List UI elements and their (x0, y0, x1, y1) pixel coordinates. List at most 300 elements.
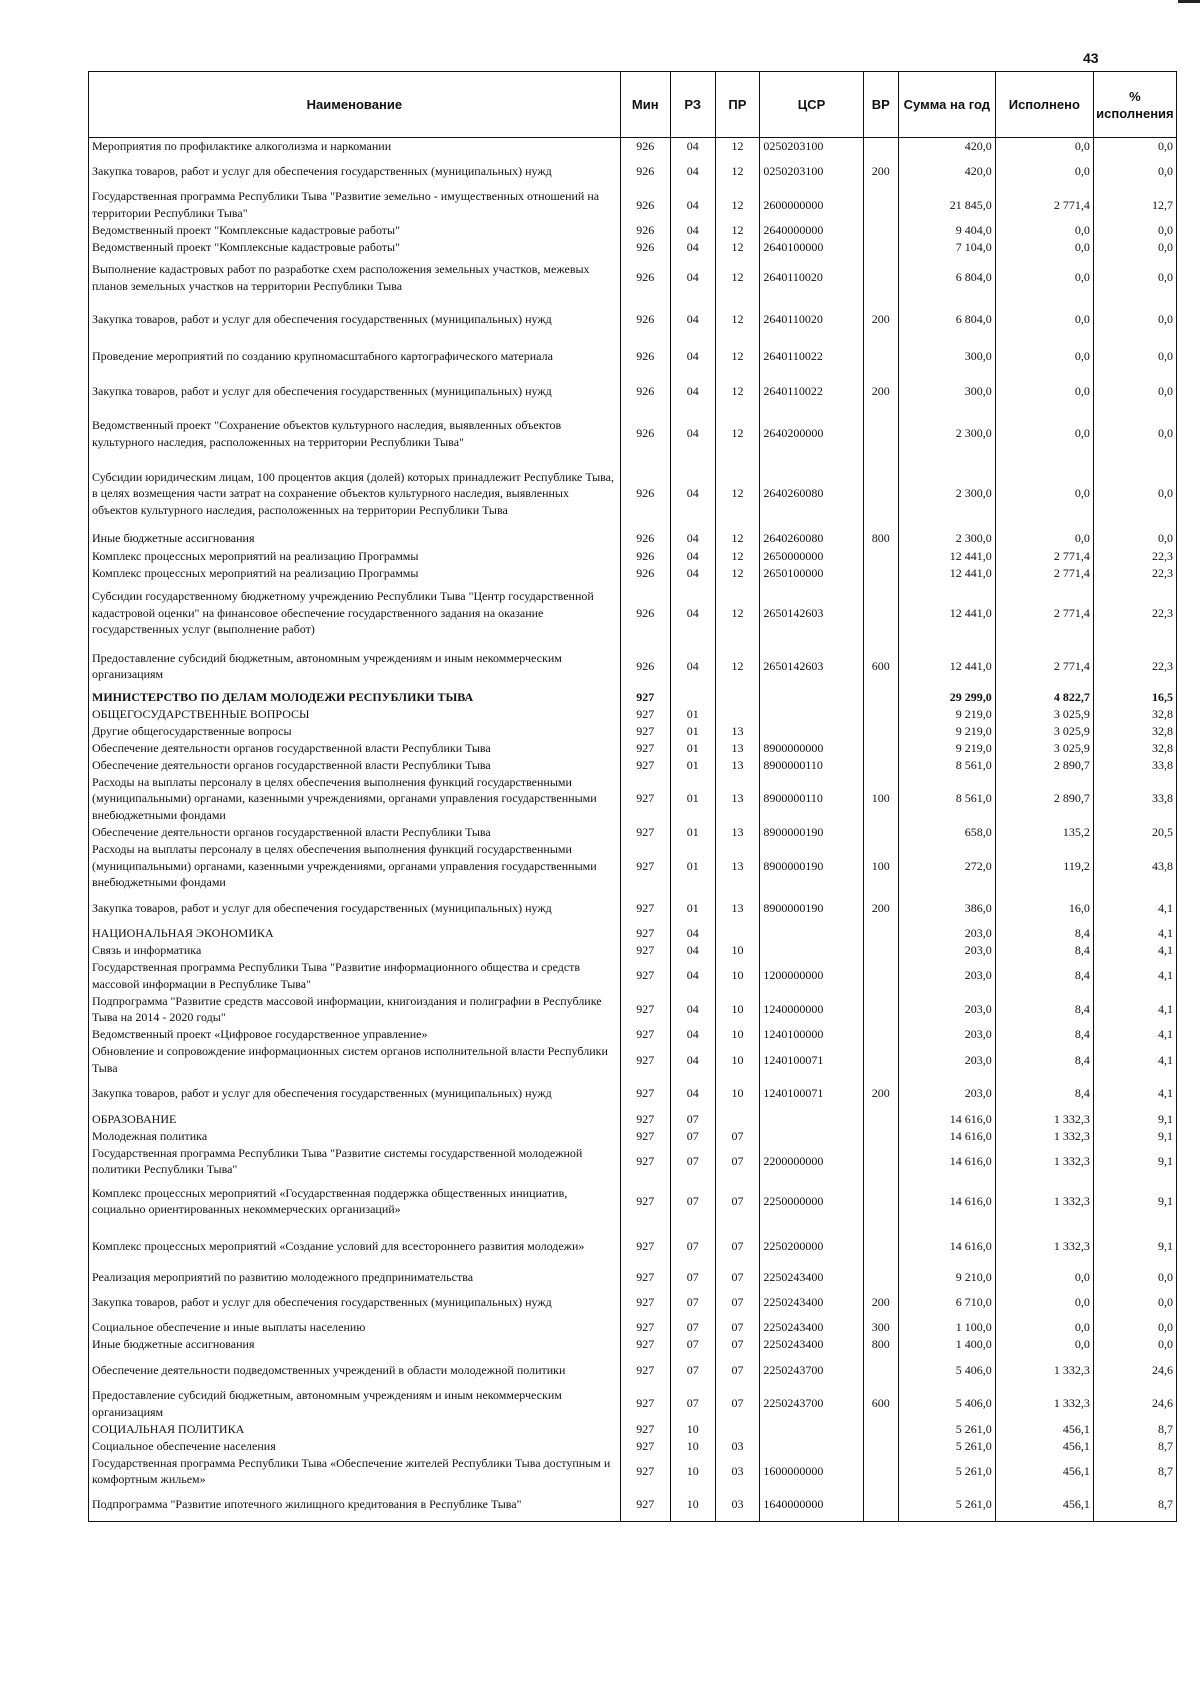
cell-min: 927 (620, 1387, 670, 1421)
cell-min: 927 (620, 891, 670, 925)
cell-vr (863, 1353, 898, 1387)
cell-rz: 04 (670, 959, 715, 993)
cell-rz: 04 (670, 138, 715, 155)
cell-executed: 8,4 (995, 1043, 1093, 1077)
cell-csr: 0250203100 (760, 155, 863, 189)
cell-executed: 0,0 (995, 1285, 1093, 1319)
table-row (89, 722, 1177, 739)
cell-sum: 12 441,0 (898, 645, 995, 689)
cell-csr: 8900000190 (760, 841, 863, 891)
cell-min: 926 (620, 155, 670, 189)
cell-rz: 07 (670, 1319, 715, 1336)
cell-pr: 13 (715, 739, 760, 756)
cell-sum: 5 261,0 (898, 1437, 995, 1454)
cell-sum: 8 561,0 (898, 774, 995, 824)
cell-vr (863, 925, 898, 942)
cell-percent: 4,1 (1093, 1043, 1176, 1077)
table-row (89, 705, 1177, 722)
cell-sum: 9 219,0 (898, 705, 995, 722)
cell-executed: 3 025,9 (995, 705, 1093, 722)
cell-name: Мероприятия по профилактике алкоголизма и наркомании (89, 138, 621, 155)
cell-min: 927 (620, 959, 670, 993)
cell-min: 927 (620, 992, 670, 1026)
cell-percent: 0,0 (1093, 1319, 1176, 1336)
cell-vr: 300 (863, 1319, 898, 1336)
cell-csr: 2600000000 (760, 188, 863, 222)
cell-name: Обеспечение деятельности органов государственной власти Республики Тыва (89, 824, 621, 841)
cell-executed: 0,0 (995, 1268, 1093, 1285)
cell-min: 927 (620, 1077, 670, 1111)
cell-min: 927 (620, 1110, 670, 1127)
cell-name: ОБРАЗОВАНИЕ (89, 1110, 621, 1127)
cell-name: Ведомственный проект "Комплексные кадастровые работы" (89, 239, 621, 256)
cell-csr (760, 925, 863, 942)
cell-sum: 7 104,0 (898, 239, 995, 256)
cell-csr: 1240100000 (760, 1026, 863, 1043)
table-row (89, 739, 1177, 756)
cell-executed: 0,0 (995, 410, 1093, 457)
cell-executed: 2 890,7 (995, 757, 1093, 774)
cell-csr: 8900000190 (760, 824, 863, 841)
cell-csr (760, 722, 863, 739)
cell-executed: 0,0 (995, 457, 1093, 530)
cell-sum: 5 261,0 (898, 1420, 995, 1437)
cell-csr: 0250203100 (760, 138, 863, 155)
cell-min: 927 (620, 1026, 670, 1043)
cell-sum: 1 100,0 (898, 1319, 995, 1336)
cell-executed: 0,0 (995, 222, 1093, 239)
table-row (89, 1319, 1177, 1336)
cell-pr: 07 (715, 1336, 760, 1353)
cell-rz: 10 (670, 1488, 715, 1522)
cell-name: Закупка товаров, работ и услуг для обеспечения государственных (муниципальных) нужд (89, 1077, 621, 1111)
header-name: Наименование (89, 72, 621, 138)
cell-sum: 9 219,0 (898, 722, 995, 739)
cell-vr (863, 959, 898, 993)
cell-pr: 12 (715, 547, 760, 564)
cell-vr: 600 (863, 1387, 898, 1421)
cell-vr: 200 (863, 891, 898, 925)
cell-sum: 6 804,0 (898, 299, 995, 339)
cell-rz: 07 (670, 1268, 715, 1285)
cell-csr: 2650000000 (760, 547, 863, 564)
cell-pr (715, 1110, 760, 1127)
cell-pr: 07 (715, 1353, 760, 1387)
cell-sum: 9 210,0 (898, 1268, 995, 1285)
cell-pr: 13 (715, 841, 760, 891)
cell-csr: 2640200000 (760, 410, 863, 457)
cell-vr: 800 (863, 530, 898, 547)
cell-min: 926 (620, 564, 670, 581)
cell-executed: 0,0 (995, 530, 1093, 547)
cell-sum: 1 400,0 (898, 1336, 995, 1353)
cell-name: Государственная программа Республики Тыва "Развитие системы государственной молодежной политики Республики Тыва" (89, 1144, 621, 1178)
cell-min: 927 (620, 1127, 670, 1144)
cell-pr: 10 (715, 992, 760, 1026)
cell-rz: 04 (670, 1043, 715, 1077)
cell-executed: 2 771,4 (995, 581, 1093, 644)
table-row (89, 457, 1177, 530)
cell-vr (863, 222, 898, 239)
cell-name: Комплекс процессных мероприятий на реализацию Программы (89, 547, 621, 564)
header-pr: ПР (715, 72, 760, 138)
header-executed: Исполнено (995, 72, 1093, 138)
cell-rz: 01 (670, 841, 715, 891)
cell-csr: 2250243700 (760, 1353, 863, 1387)
cell-percent: 0,0 (1093, 340, 1176, 374)
cell-rz: 04 (670, 410, 715, 457)
cell-name: Ведомственный проект «Цифровое государственное управление» (89, 1026, 621, 1043)
cell-rz: 04 (670, 1077, 715, 1111)
cell-min: 927 (620, 722, 670, 739)
cell-percent: 4,1 (1093, 1077, 1176, 1111)
cell-sum: 300,0 (898, 373, 995, 410)
cell-pr: 07 (715, 1285, 760, 1319)
cell-name: Предоставление субсидий бюджетным, автономным учреждениям и иным некоммерческим организациям (89, 645, 621, 689)
cell-name: Молодежная политика (89, 1127, 621, 1144)
cell-pr: 12 (715, 530, 760, 547)
cell-pr: 07 (715, 1319, 760, 1336)
cell-name: Социальное обеспечение населения (89, 1437, 621, 1454)
header-sum: Сумма на год (898, 72, 995, 138)
cell-executed: 0,0 (995, 1319, 1093, 1336)
table-row (89, 1437, 1177, 1454)
cell-rz: 04 (670, 299, 715, 339)
cell-csr: 2640260080 (760, 530, 863, 547)
cell-name: Связь и информатика (89, 942, 621, 959)
cell-percent: 24,6 (1093, 1387, 1176, 1421)
cell-rz: 01 (670, 824, 715, 841)
cell-min: 927 (620, 688, 670, 705)
cell-sum: 8 561,0 (898, 757, 995, 774)
cell-rz: 04 (670, 581, 715, 644)
cell-pr (715, 688, 760, 705)
cell-csr: 1240100071 (760, 1043, 863, 1077)
cell-vr (863, 1127, 898, 1144)
table-row (89, 1285, 1177, 1319)
cell-sum: 14 616,0 (898, 1225, 995, 1269)
cell-vr: 100 (863, 774, 898, 824)
cell-pr: 12 (715, 155, 760, 189)
table-row (89, 155, 1177, 189)
cell-name: Обновление и сопровождение информационных систем органов исполнительной власти Республики Тыва (89, 1043, 621, 1077)
cell-min: 927 (620, 1420, 670, 1437)
cell-name: Иные бюджетные ассигнования (89, 530, 621, 547)
cell-vr (863, 1268, 898, 1285)
cell-min: 927 (620, 1225, 670, 1269)
cell-percent: 8,7 (1093, 1437, 1176, 1454)
cell-rz: 04 (670, 1026, 715, 1043)
cell-min: 926 (620, 530, 670, 547)
cell-csr: 2250243700 (760, 1387, 863, 1421)
cell-csr: 2200000000 (760, 1144, 863, 1178)
cell-name: Закупка товаров, работ и услуг для обеспечения государственных (муниципальных) нужд (89, 155, 621, 189)
table-row (89, 1225, 1177, 1269)
cell-executed: 3 025,9 (995, 739, 1093, 756)
cell-executed: 0,0 (995, 373, 1093, 410)
cell-vr (863, 1026, 898, 1043)
cell-sum: 9 219,0 (898, 739, 995, 756)
cell-vr (863, 564, 898, 581)
cell-min: 927 (620, 1437, 670, 1454)
cell-csr: 2250000000 (760, 1178, 863, 1225)
cell-sum: 203,0 (898, 959, 995, 993)
cell-percent: 32,8 (1093, 722, 1176, 739)
cell-name: Закупка товаров, работ и услуг для обеспечения государственных (муниципальных) нужд (89, 1285, 621, 1319)
cell-min: 926 (620, 457, 670, 530)
table-row (89, 1178, 1177, 1225)
cell-sum: 5 261,0 (898, 1488, 995, 1522)
cell-csr: 8900000110 (760, 757, 863, 774)
cell-percent: 0,0 (1093, 373, 1176, 410)
cell-executed: 456,1 (995, 1488, 1093, 1522)
cell-vr (863, 1455, 898, 1489)
cell-percent: 0,0 (1093, 1336, 1176, 1353)
header-csr: ЦСР (760, 72, 863, 138)
cell-sum: 420,0 (898, 155, 995, 189)
cell-pr: 10 (715, 942, 760, 959)
cell-percent: 4,1 (1093, 992, 1176, 1026)
cell-sum: 6 804,0 (898, 256, 995, 300)
header-rz: РЗ (670, 72, 715, 138)
cell-percent: 22,3 (1093, 581, 1176, 644)
table-row (89, 688, 1177, 705)
cell-executed: 1 332,3 (995, 1387, 1093, 1421)
cell-executed: 0,0 (995, 256, 1093, 300)
cell-rz: 01 (670, 739, 715, 756)
cell-percent: 8,7 (1093, 1420, 1176, 1437)
cell-pr: 10 (715, 959, 760, 993)
cell-vr: 200 (863, 1077, 898, 1111)
cell-percent: 22,3 (1093, 645, 1176, 689)
cell-executed: 135,2 (995, 824, 1093, 841)
cell-rz: 04 (670, 547, 715, 564)
cell-sum: 12 441,0 (898, 564, 995, 581)
cell-executed: 4 822,7 (995, 688, 1093, 705)
table-row (89, 1043, 1177, 1077)
cell-executed: 1 332,3 (995, 1127, 1093, 1144)
cell-percent: 12,7 (1093, 188, 1176, 222)
cell-rz: 07 (670, 1110, 715, 1127)
cell-pr: 10 (715, 1026, 760, 1043)
table-row (89, 824, 1177, 841)
cell-pr: 12 (715, 239, 760, 256)
table-row (89, 1420, 1177, 1437)
cell-pr: 12 (715, 138, 760, 155)
cell-vr: 200 (863, 373, 898, 410)
cell-name: Комплекс процессных мероприятий «Создание условий для всестороннего развития молодежи» (89, 1225, 621, 1269)
cell-percent: 16,5 (1093, 688, 1176, 705)
cell-executed: 8,4 (995, 925, 1093, 942)
cell-min: 926 (620, 340, 670, 374)
cell-name: Государственная программа Республики Тыва "Развитие земельно - имущественных отношений на территории Республики Тыва" (89, 188, 621, 222)
cell-csr: 8900000000 (760, 739, 863, 756)
cell-percent: 43,8 (1093, 841, 1176, 891)
cell-csr (760, 1127, 863, 1144)
cell-name: Государственная программа Республики Тыва "Развитие информационного общества и средств массовой информации в Республике Тыва" (89, 959, 621, 993)
cell-executed: 0,0 (995, 340, 1093, 374)
cell-vr: 600 (863, 645, 898, 689)
cell-pr: 13 (715, 757, 760, 774)
cell-executed: 1 332,3 (995, 1144, 1093, 1178)
cell-vr (863, 1144, 898, 1178)
cell-sum: 5 406,0 (898, 1387, 995, 1421)
cell-executed: 8,4 (995, 992, 1093, 1026)
cell-sum: 203,0 (898, 1043, 995, 1077)
cell-executed: 8,4 (995, 1026, 1093, 1043)
cell-min: 927 (620, 1268, 670, 1285)
cell-vr (863, 547, 898, 564)
cell-rz: 04 (670, 564, 715, 581)
cell-vr (863, 1043, 898, 1077)
cell-vr (863, 457, 898, 530)
cell-sum: 272,0 (898, 841, 995, 891)
cell-percent: 0,0 (1093, 155, 1176, 189)
table-row (89, 1268, 1177, 1285)
cell-min: 926 (620, 645, 670, 689)
cell-rz: 04 (670, 239, 715, 256)
table-row (89, 256, 1177, 300)
cell-pr: 10 (715, 1077, 760, 1111)
cell-vr (863, 942, 898, 959)
cell-name: Выполнение кадастровых работ по разработке схем расположения земельных участков, межевых планов земельных участков на территории Республики Тыва (89, 256, 621, 300)
table-row (89, 581, 1177, 644)
cell-percent: 4,1 (1093, 891, 1176, 925)
table-row (89, 1455, 1177, 1489)
cell-rz: 07 (670, 1387, 715, 1421)
cell-sum: 5 406,0 (898, 1353, 995, 1387)
cell-pr: 12 (715, 645, 760, 689)
table-row (89, 239, 1177, 256)
cell-rz: 07 (670, 1144, 715, 1178)
cell-pr: 13 (715, 891, 760, 925)
cell-rz: 04 (670, 942, 715, 959)
cell-sum: 21 845,0 (898, 188, 995, 222)
cell-min: 926 (620, 581, 670, 644)
cell-name: Ведомственный проект "Комплексные кадастровые работы" (89, 222, 621, 239)
cell-pr: 07 (715, 1178, 760, 1225)
cell-csr: 2640110020 (760, 256, 863, 300)
table-row (89, 340, 1177, 374)
cell-vr (863, 992, 898, 1026)
cell-pr (715, 1420, 760, 1437)
cell-name: Подпрограмма "Развитие средств массовой информации, книгоиздания и полиграфии в Республике Тыва на 2014 - 2020 годы" (89, 992, 621, 1026)
cell-name: МИНИСТЕРСТВО ПО ДЕЛАМ МОЛОДЕЖИ РЕСПУБЛИКИ ТЫВА (89, 688, 621, 705)
cell-pr: 12 (715, 222, 760, 239)
cell-vr (863, 410, 898, 457)
cell-sum: 9 404,0 (898, 222, 995, 239)
cell-name: Проведение мероприятий по созданию крупномасштабного картографического материала (89, 340, 621, 374)
cell-pr: 13 (715, 722, 760, 739)
cell-min: 927 (620, 1285, 670, 1319)
cell-vr (863, 340, 898, 374)
cell-name: Расходы на выплаты персоналу в целях обеспечения выполнения функций государственными (муниципальными) органами, казенными учреждениями, органами управления государственными внебюджетными фондами (89, 841, 621, 891)
cell-min: 927 (620, 925, 670, 942)
cell-min: 927 (620, 1319, 670, 1336)
cell-name: СОЦИАЛЬНАЯ ПОЛИТИКА (89, 1420, 621, 1437)
cell-csr (760, 942, 863, 959)
cell-percent: 4,1 (1093, 959, 1176, 993)
cell-sum: 420,0 (898, 138, 995, 155)
cell-csr: 2250243400 (760, 1336, 863, 1353)
cell-csr: 1200000000 (760, 959, 863, 993)
cell-percent: 32,8 (1093, 739, 1176, 756)
cell-executed: 0,0 (995, 155, 1093, 189)
cell-csr: 2640000000 (760, 222, 863, 239)
cell-vr: 100 (863, 841, 898, 891)
cell-min: 926 (620, 222, 670, 239)
cell-name: Закупка товаров, работ и услуг для обеспечения государственных (муниципальных) нужд (89, 299, 621, 339)
cell-percent: 20,5 (1093, 824, 1176, 841)
cell-vr (863, 1110, 898, 1127)
cell-min: 926 (620, 410, 670, 457)
table-row (89, 1353, 1177, 1387)
cell-pr: 12 (715, 373, 760, 410)
cell-csr: 2640110022 (760, 340, 863, 374)
cell-percent: 0,0 (1093, 256, 1176, 300)
cell-csr (760, 1110, 863, 1127)
cell-rz: 04 (670, 340, 715, 374)
table-row (89, 1026, 1177, 1043)
cell-rz: 04 (670, 925, 715, 942)
cell-csr: 1640000000 (760, 1488, 863, 1522)
cell-sum: 6 710,0 (898, 1285, 995, 1319)
cell-sum: 203,0 (898, 1026, 995, 1043)
cell-csr: 8900000110 (760, 774, 863, 824)
cell-min: 927 (620, 1353, 670, 1387)
cell-csr: 1240000000 (760, 992, 863, 1026)
cell-rz: 07 (670, 1127, 715, 1144)
cell-percent: 0,0 (1093, 530, 1176, 547)
cell-pr: 12 (715, 581, 760, 644)
cell-sum: 203,0 (898, 925, 995, 942)
cell-csr (760, 688, 863, 705)
table-row (89, 774, 1177, 824)
cell-executed: 456,1 (995, 1455, 1093, 1489)
cell-name: Подпрограмма "Развитие ипотечного жилищного кредитования в Республике Тыва" (89, 1488, 621, 1522)
cell-executed: 16,0 (995, 891, 1093, 925)
table-header (89, 72, 1177, 138)
table-row (89, 1336, 1177, 1353)
table-row (89, 188, 1177, 222)
cell-percent: 22,3 (1093, 547, 1176, 564)
cell-percent: 9,1 (1093, 1225, 1176, 1269)
cell-percent: 0,0 (1093, 1268, 1176, 1285)
cell-executed: 1 332,3 (995, 1110, 1093, 1127)
cell-min: 926 (620, 188, 670, 222)
cell-name: Закупка товаров, работ и услуг для обеспечения государственных (муниципальных) нужд (89, 891, 621, 925)
cell-vr (863, 256, 898, 300)
table-row (89, 410, 1177, 457)
table-row (89, 1144, 1177, 1178)
cell-pr (715, 705, 760, 722)
cell-sum: 2 300,0 (898, 410, 995, 457)
cell-executed: 0,0 (995, 299, 1093, 339)
header-percent: % исполнения (1093, 72, 1176, 138)
cell-name: Предоставление субсидий бюджетным, автономным учреждениям и иным некоммерческим организациям (89, 1387, 621, 1421)
cell-vr (863, 581, 898, 644)
cell-vr: 800 (863, 1336, 898, 1353)
cell-rz: 04 (670, 188, 715, 222)
cell-csr: 1240100071 (760, 1077, 863, 1111)
cell-name: Государственная программа Республики Тыва «Обеспечение жителей Республики Тыва доступным и комфортным жильем» (89, 1455, 621, 1489)
cell-rz: 07 (670, 1225, 715, 1269)
cell-rz: 01 (670, 705, 715, 722)
cell-min: 927 (620, 1488, 670, 1522)
cell-executed: 119,2 (995, 841, 1093, 891)
cell-pr: 03 (715, 1488, 760, 1522)
cell-rz: 04 (670, 645, 715, 689)
